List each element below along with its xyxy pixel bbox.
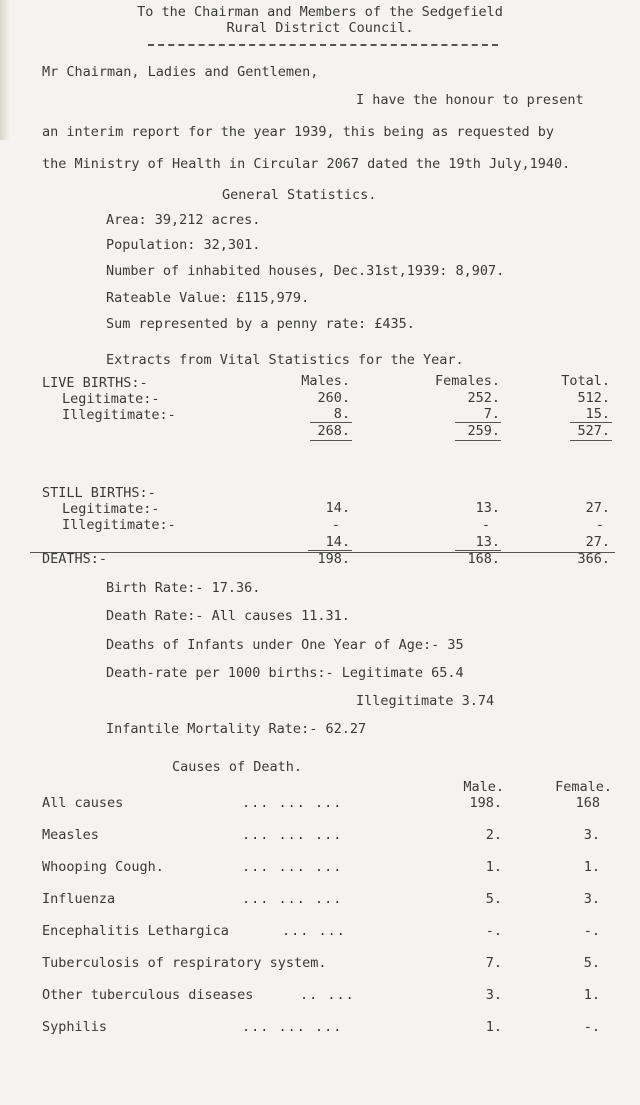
live-illegit-males: 8. (333, 406, 350, 422)
intro-line-2: an interim report for the year 1939, this being as requested by (42, 124, 555, 140)
cause-label: Syphilis (42, 1019, 108, 1035)
deaths-females: 168. (467, 551, 500, 567)
deaths-males: 198. (317, 551, 350, 567)
cause-female: 1. (583, 859, 600, 875)
cause-male: 1. (485, 1019, 502, 1035)
death-rate-legitimate: Death-rate per 1000 births:- Legitimate 65.4 (106, 665, 464, 681)
causes-heading: Causes of Death. (172, 759, 303, 775)
cause-male: 3. (485, 987, 502, 1003)
live-total-total: 527. (577, 423, 610, 439)
cause-female: 5. (583, 955, 600, 971)
still-total-females: 13. (475, 534, 500, 550)
rateable-value-line: Rateable Value: £115,979. (106, 290, 310, 306)
intro-line-1: I have the honour to present (356, 92, 584, 108)
cause-female: 3. (583, 827, 600, 843)
header-line-1: To the Chairman and Members of the Sedgefield (137, 4, 503, 20)
salutation: Mr Chairman, Ladies and Gentlemen, (42, 64, 319, 80)
cause-dots: ... ... ... (242, 795, 343, 811)
intro-line-3: the Ministry of Health in Circular 2067 dated the 19th July,1940. (42, 156, 571, 172)
cause-male: 5. (485, 891, 502, 907)
still-legit-females: 13. (475, 500, 500, 516)
houses-line: Number of inhabited houses, Dec.31st,1939: 8,907. (106, 263, 505, 279)
cause-male: 2. (485, 827, 502, 843)
still-total-total: 27. (585, 534, 610, 550)
live-females-underline (455, 440, 501, 441)
still-illegit-total: - (595, 517, 604, 533)
cause-dots: ... ... ... (242, 859, 343, 875)
header-line-2: Rural District Council. (226, 20, 414, 36)
live-total-males: 268. (317, 423, 350, 439)
causes-male-header: Male. (463, 779, 504, 795)
area-line: Area: 39,212 acres. (106, 212, 261, 228)
cause-dots: .. ... (300, 987, 355, 1003)
live-total-females: 259. (467, 423, 500, 439)
live-legit-total: 512. (577, 390, 610, 406)
still-illegit-males: - (331, 517, 340, 533)
cause-label: Encephalitis Lethargica (42, 923, 229, 939)
live-legit-females: 252. (467, 390, 500, 406)
cause-male: -. (485, 923, 502, 939)
live-total-underline (570, 440, 612, 441)
population-line: Population: 32,301. (106, 237, 261, 253)
live-illegit-label: Illegitimate:- (62, 407, 176, 423)
live-males-underline (310, 440, 352, 441)
cause-female: -. (583, 923, 600, 939)
cause-label: Tuberculosis of respiratory system. (42, 955, 327, 971)
cause-dots: ... ... ... (242, 827, 343, 843)
still-legit-total: 27. (585, 500, 610, 516)
cause-male: 1. (485, 859, 502, 875)
cause-label: Influenza (42, 891, 116, 907)
still-total-males: 14. (325, 534, 350, 550)
still-legit-males: 14. (325, 500, 350, 516)
cause-female: 3. (583, 891, 600, 907)
cause-label: All causes (42, 795, 124, 811)
cause-dots: ... ... ... (242, 891, 343, 907)
death-rate-illegitimate: Illegitimate 3.74 (356, 693, 495, 709)
col-total-header: Total. (561, 373, 610, 389)
birth-rate: Birth Rate:- 17.36. (106, 580, 261, 596)
still-legit-label: Legitimate:- (62, 501, 160, 517)
deaths-label: DEATHS:- (42, 551, 108, 567)
cause-male: 7. (485, 955, 502, 971)
cause-female: 1. (583, 987, 600, 1003)
infantile-mortality: Infantile Mortality Rate:- 62.27 (106, 721, 367, 737)
still-births-label: STILL BIRTHS:- (42, 485, 156, 501)
header-dashed-rule (148, 44, 498, 46)
cause-male: 198. (469, 795, 502, 811)
cause-label: Other tuberculous diseases (42, 987, 254, 1003)
general-heading: General Statistics. (222, 187, 377, 203)
cause-label: Measles (42, 827, 99, 843)
infant-deaths: Deaths of Infants under One Year of Age:- 35 (106, 637, 464, 653)
col-males-header: Males. (301, 373, 350, 389)
still-illegit-females: - (481, 517, 490, 533)
cause-female: 168 (575, 795, 600, 811)
death-rate: Death Rate:- All causes 11.31. (106, 608, 350, 624)
live-legit-label: Legitimate:- (62, 391, 160, 407)
vital-heading: Extracts from Vital Statistics for the Year. (106, 352, 464, 368)
cause-dots: ... ... (282, 923, 346, 939)
cause-dots: ... ... ... (242, 1019, 343, 1035)
cause-label: Whooping Cough. (42, 859, 164, 875)
live-illegit-total: 15. (585, 406, 610, 422)
cause-female: -. (583, 1019, 600, 1035)
deaths-total: 366. (577, 551, 610, 567)
col-females-header: Females. (434, 373, 500, 389)
causes-female-header: Female. (555, 779, 612, 795)
live-legit-males: 260. (317, 390, 350, 406)
still-illegit-label: Illegitimate:- (62, 517, 176, 533)
live-illegit-females: 7. (483, 406, 500, 422)
live-births-label: LIVE BIRTHS:- (42, 375, 148, 391)
penny-rate-line: Sum represented by a penny rate: £435. (106, 316, 415, 332)
